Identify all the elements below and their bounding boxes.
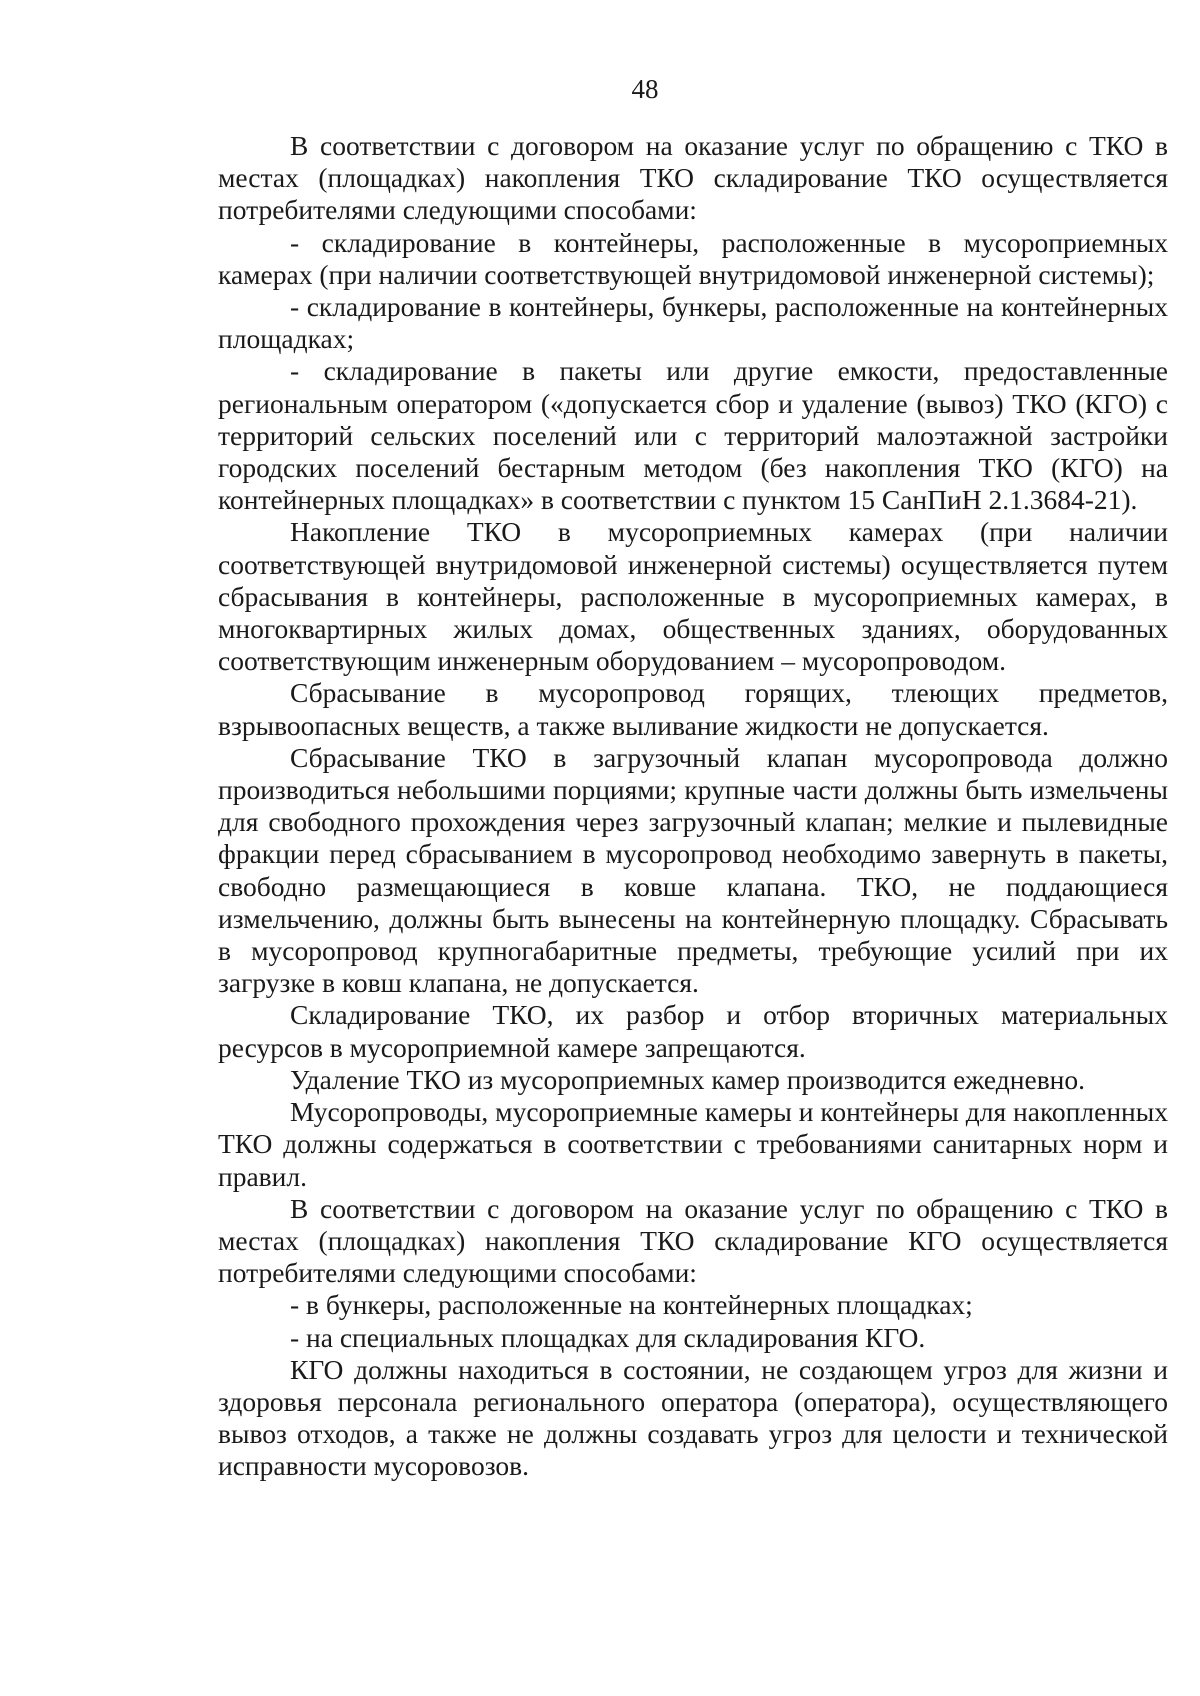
paragraph-8: Складирование ТКО, их разбор и отбор вторичных материальных ресурсов в мусороприемной камере запрещаются. bbox=[218, 999, 1168, 1063]
paragraph-10: Мусоропроводы, мусороприемные камеры и контейнеры для накопленных ТКО должны содержаться в соответствии с требованиями санитарных норм и правил. bbox=[218, 1096, 1168, 1192]
paragraph-14: КГО должны находиться в состоянии, не создающем угроз для жизни и здоровья персонала регионального оператора (оператора), осуществляющего вывоз отходов, а также не должны создавать угроз для целости и технической исправности мусоровозов. bbox=[218, 1353, 1168, 1482]
paragraph-12: - в бункеры, расположенные на контейнерных площадках; bbox=[290, 1289, 973, 1321]
paragraph-6: Сбрасывание в мусоропровод горящих, тлеющих предметов, взрывоопасных веществ, а также выливание жидкости не допускается. bbox=[218, 677, 1168, 741]
paragraph-5: Накопление ТКО в мусороприемных камерах (при наличии соответствующей внутридомовой инженерной системы) осуществляется путем сбрасывания в контейнеры, расположенные в мусороприемных камерах, в многоквартирных жилых домах, общественных зданиях, оборудованных соответствующим инженерным оборудованием – мусоропроводом. bbox=[218, 516, 1168, 677]
paragraph-1: В соответствии с договором на оказание услуг по обращению с ТКО в местах (площадках) накопления ТКО складирование ТКО осуществляется потребителями следующими способами: bbox=[218, 130, 1168, 226]
paragraph-3: - складирование в контейнеры, бункеры, расположенные на контейнерных площадках; bbox=[218, 291, 1168, 355]
paragraph-2: - складирование в контейнеры, расположенные в мусороприемных камерах (при наличии соответствующей внутридомовой инженерной системы); bbox=[218, 226, 1168, 290]
paragraph-4: - складирование в пакеты или другие емкости, предоставленные региональным оператором («допускается сбор и удаление (вывоз) ТКО (КГО) с территорий сельских поселений или с территорий малоэтажной застройки городских поселений бестарным методом (без накопления ТКО (КГО) на контейнерных площадках» в соответствии с пунктом 15 СанПиН 2.1.3684-21). bbox=[218, 355, 1168, 516]
page-number: 48 bbox=[631, 74, 659, 104]
paragraph-9: Удаление ТКО из мусороприемных камер производится ежедневно. bbox=[290, 1063, 1086, 1095]
paragraph-7: Сбрасывание ТКО в загрузочный клапан мусоропровода должно производиться небольшими порциями; крупные части должны быть измельчены для свободного прохождения через загрузочный клапан; мелкие и пылевидные фракции перед сбрасыванием в мусоропровод необходимо завернуть в пакеты, свободно размещающиеся в ковше клапана. ТКО, не поддающиеся измельчению, должны быть вынесены на контейнерную площадку. Сбрасывать в мусоропровод крупногабаритные предметы, требующие усилий при их загрузке в ковш клапана, не допускается. bbox=[218, 741, 1168, 999]
paragraph-11: В соответствии с договором на оказание услуг по обращению с ТКО в местах (площадках) накопления ТКО складирование КГО осуществляется потребителями следующими способами: bbox=[218, 1192, 1168, 1289]
document-body bbox=[218, 130, 1168, 1483]
paragraph-13: - на специальных площадках для складирования КГО. bbox=[290, 1321, 926, 1353]
